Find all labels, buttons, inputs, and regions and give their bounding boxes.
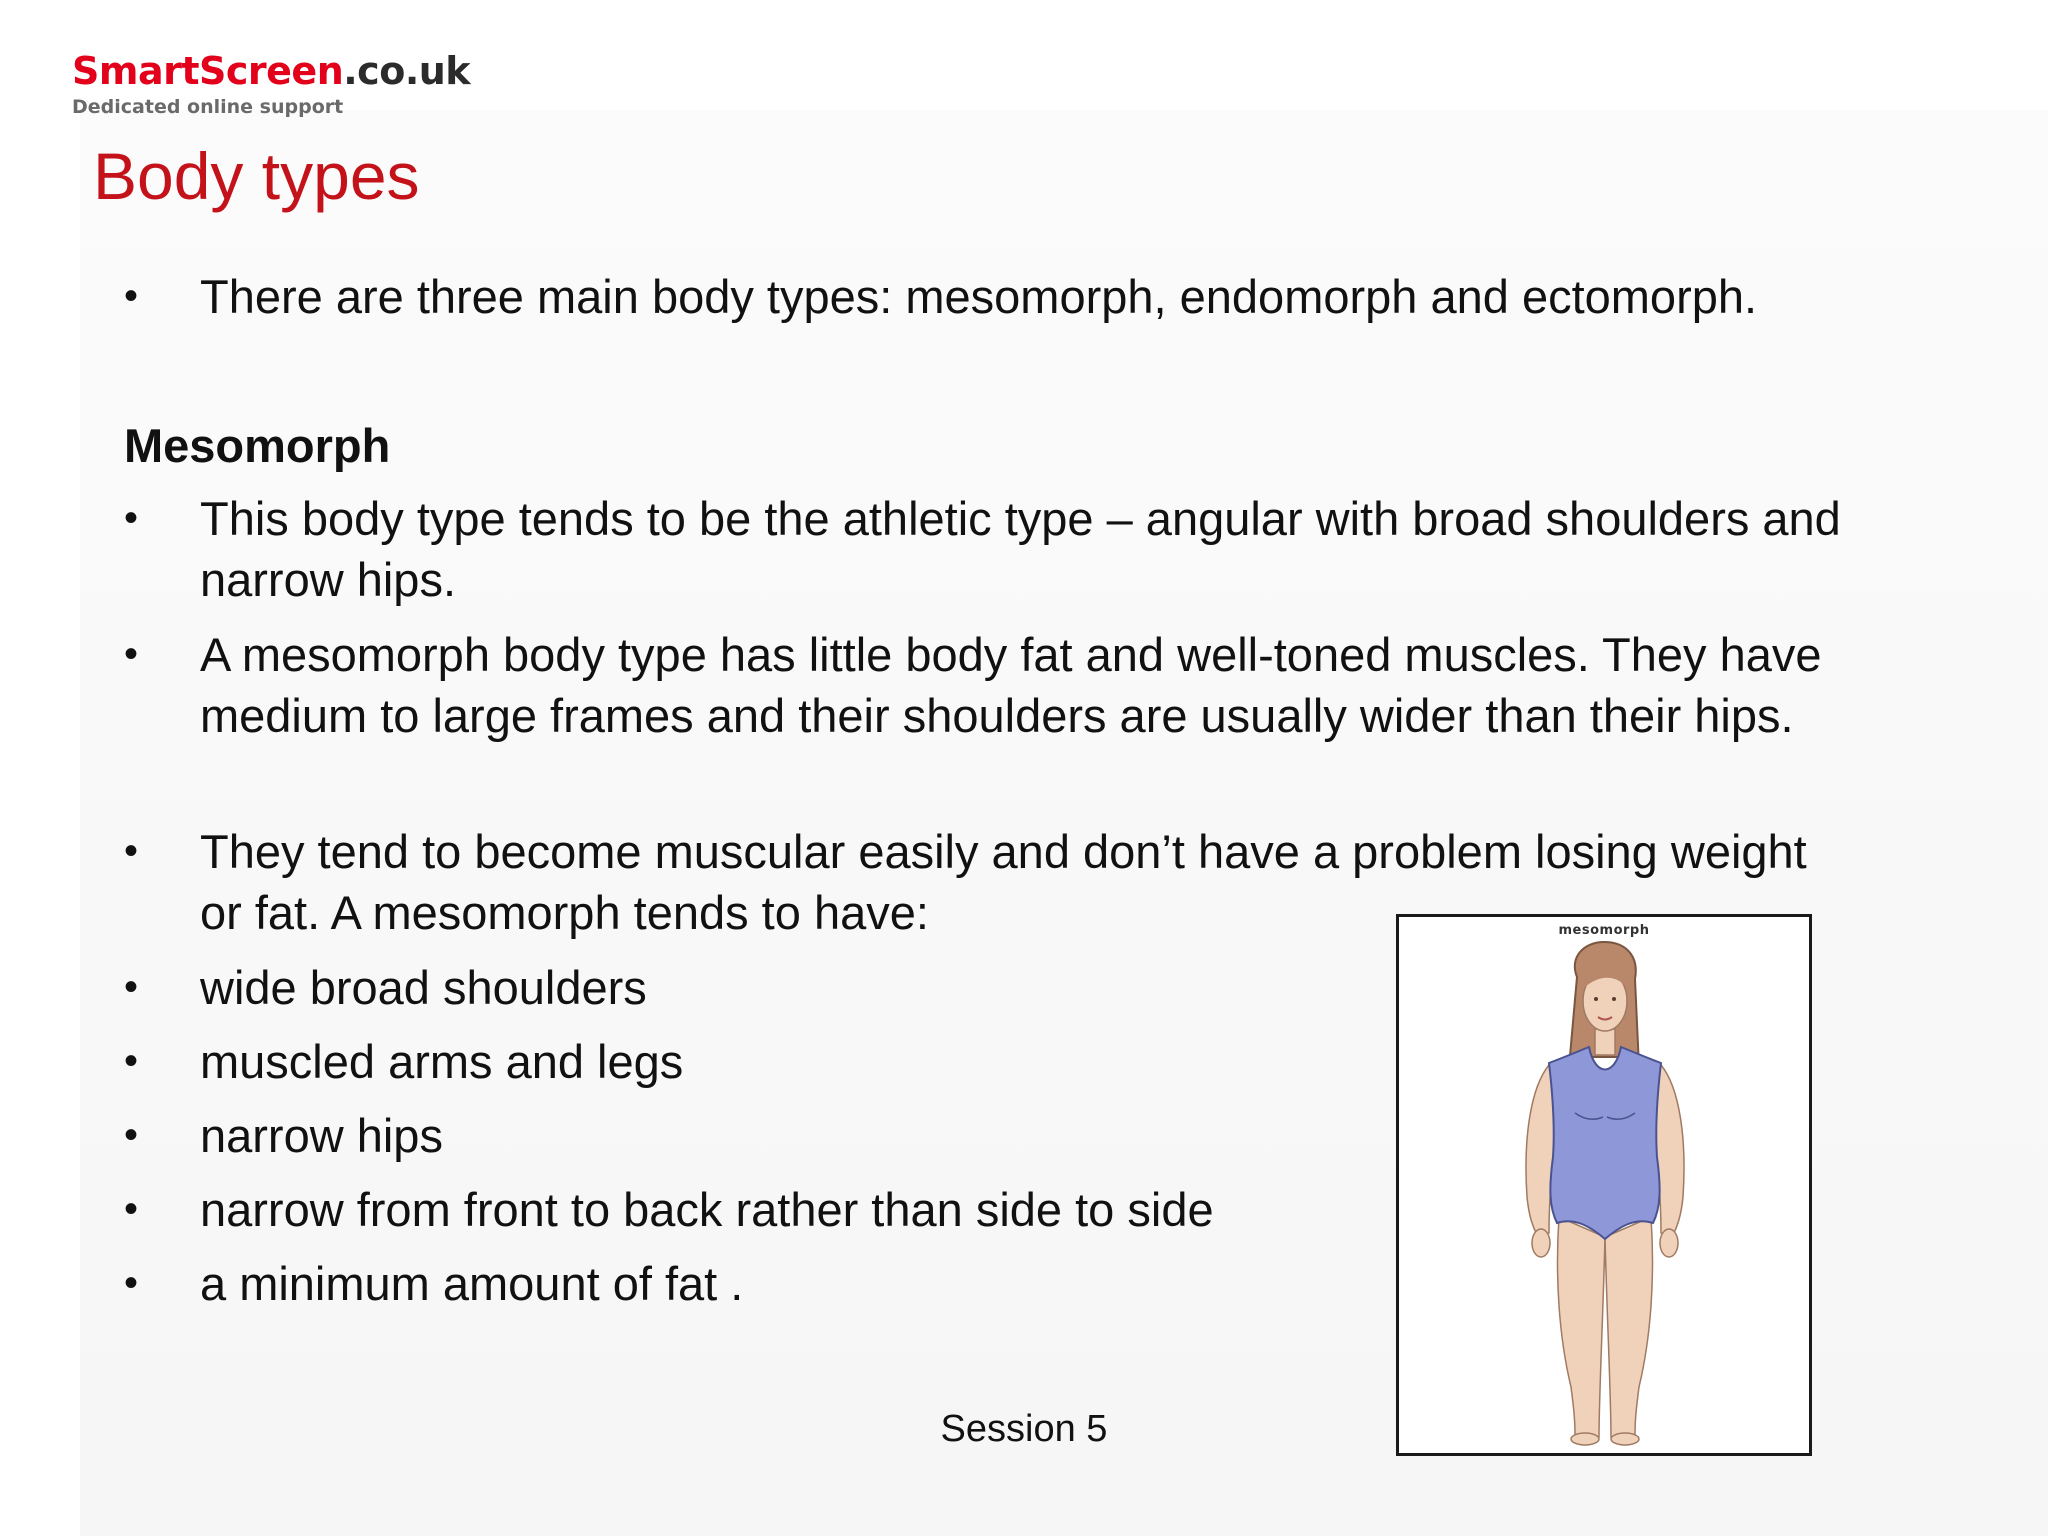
bullet-icon: • [124, 632, 139, 676]
bullet-text: a minimum amount of fat . [200, 1257, 744, 1310]
bullet-text: wide broad shoulders [200, 961, 647, 1014]
logo-tagline: Dedicated online support [72, 96, 344, 118]
bullet-text: There are three main body types: mesomorph, endomorph and ectomorph. [200, 270, 1758, 323]
logo-brand: SmartScreen [72, 49, 344, 93]
mesomorph-illustration-icon [1399, 917, 1809, 1453]
bullet-text: muscled arms and legs [200, 1035, 684, 1088]
bullet-text: narrow from front to back rather than side to side [200, 1183, 1214, 1236]
intro-bullet [124, 266, 1944, 327]
bullet-item [124, 488, 1944, 610]
mesomorph-figure [1396, 914, 1812, 1456]
slide-title: Body types [93, 139, 420, 213]
bullet-icon: • [124, 274, 139, 318]
bullet-text: A mesomorph body type has little body fat and well-toned muscles. They have medium to large frames and their shoulders are usually wider than their hips. [200, 628, 1822, 742]
logo-domain: .co.uk [343, 49, 471, 93]
bullet-icon: • [124, 1187, 139, 1231]
bullet-icon: • [124, 965, 139, 1009]
bullet-icon: • [124, 1039, 139, 1083]
bullet-text: This body type tends to be the athletic type – angular with broad shoulders and narrow hips. [200, 492, 1841, 606]
session-footer: Session 5 [940, 1408, 1108, 1450]
bullet-icon: • [124, 1261, 139, 1305]
bullet-item [124, 624, 1944, 746]
bullet-icon: • [124, 1113, 139, 1157]
bullet-text: They tend to become muscular easily and don’t have a problem losing weight or fat. A mesomorph tends to have: [200, 825, 1807, 939]
section-heading: Mesomorph [124, 419, 391, 472]
figure-label: mesomorph [1558, 923, 1650, 938]
bullet-icon: • [124, 496, 139, 540]
logo-wordmark [72, 49, 471, 93]
smartscreen-logo[interactable] [72, 49, 471, 118]
bullet-icon: • [124, 829, 139, 873]
bullet-text: narrow hips [200, 1109, 443, 1162]
